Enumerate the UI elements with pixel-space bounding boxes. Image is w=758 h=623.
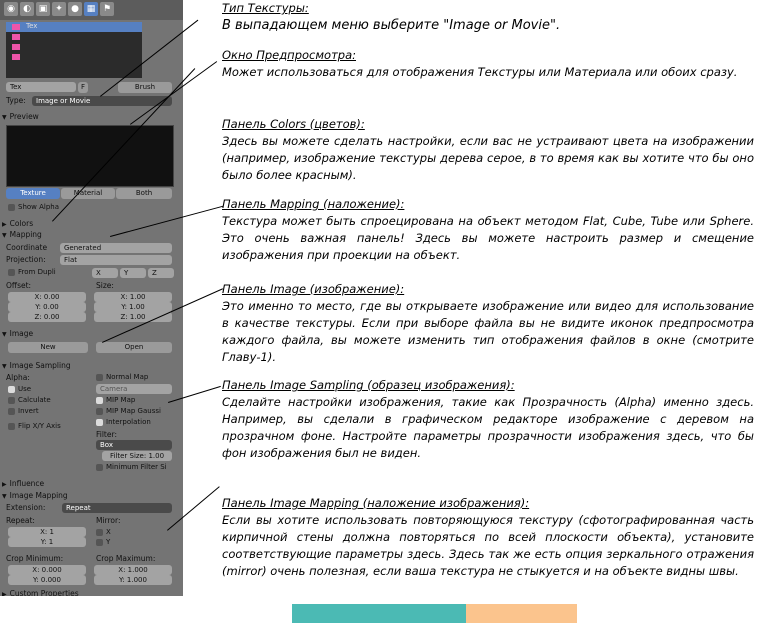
colors-section[interactable]: ▶ Colors — [2, 218, 179, 229]
texture-slot[interactable] — [6, 42, 142, 52]
offset-x-field[interactable]: X: 0.00 — [8, 292, 86, 302]
note-title: Панель Image (изображение): — [222, 282, 405, 296]
flip-axis-checkbox[interactable]: Flip X/Y Axis — [8, 422, 61, 431]
type-label: Type: — [6, 96, 26, 105]
note-title: Панель Image Sampling (образец изображения): — [222, 378, 515, 392]
mip-map-checkbox[interactable]: MIP Map — [96, 396, 135, 405]
note-body: Если вы хотите использовать повторяющуюся текстуру (сфотографированная часть кирпичной стены должна повторяться по всей плоскости объекта), установите соответствующие параметры здесь. Здесь так же есть опция зеркального отражения (mirror) очень полезная, если ваша текстура не стыкуется и на объекте видны швы. — [222, 513, 754, 578]
crop-max-x-field[interactable]: X: 1.000 — [94, 565, 172, 575]
influence-section[interactable]: ▶ Influence — [2, 478, 179, 489]
repeat-label: Repeat: — [6, 516, 35, 525]
texture-swatch-icon — [12, 54, 20, 60]
normal-map-checkbox[interactable]: Normal Map — [96, 373, 148, 382]
min-filter-checkbox[interactable]: Minimum Filter Si — [96, 463, 167, 472]
note-mapping — [222, 196, 754, 264]
image-mapping-section[interactable]: ▼ Image Mapping — [2, 490, 179, 501]
texture-slot[interactable]: Tex — [6, 22, 142, 32]
filter-dropdown[interactable]: Box — [96, 440, 172, 450]
note-texture-type — [222, 0, 754, 34]
scene-icon[interactable]: ◐ — [20, 2, 34, 16]
crop-min-y-field[interactable]: Y: 0.000 — [8, 575, 86, 585]
mirror-y-checkbox[interactable]: Y — [96, 538, 110, 547]
offset-label: Offset: — [6, 281, 32, 290]
note-title: Тип Текстуры: — [222, 1, 309, 15]
note-body: Текстура может быть спроецирована на объект методом Flat, Cube, Tube или Sphere. Это очень важная панель! Здесь вы можете настроить размер и смещение изображения при проекции на объект. — [222, 214, 754, 262]
note-preview — [222, 47, 754, 81]
material-icon[interactable]: ● — [68, 2, 82, 16]
texture-swatch-icon — [12, 44, 20, 50]
invert-alpha-checkbox[interactable]: Invert — [8, 407, 39, 416]
brush-button[interactable]: Brush — [118, 82, 172, 93]
repeat-x-field[interactable]: X: 1 — [8, 527, 86, 537]
axis-z-dropdown[interactable]: Z — [148, 268, 174, 278]
physics-icon[interactable]: ⚑ — [100, 2, 114, 16]
texture-swatch-icon — [12, 34, 20, 40]
texture-slot[interactable] — [6, 32, 142, 42]
render-icon[interactable]: ◉ — [4, 2, 18, 16]
axis-y-dropdown[interactable]: Y — [120, 268, 146, 278]
alpha-label: Alpha: — [6, 373, 30, 382]
note-body: В выпадающем меню выберите "Image or Movie". — [222, 18, 561, 33]
show-alpha-checkbox[interactable]: Show Alpha — [8, 203, 59, 212]
note-image-sampling — [222, 377, 754, 462]
texture-swatch-icon — [12, 24, 20, 30]
size-x-field[interactable]: X: 1.00 — [94, 292, 172, 302]
note-body: Это именно то место, где вы открываете изображение или видео для использование в качестве текстуры. Если при выборе файла вы не видите иконок предпросмотра каждого файла, вы можете изменить тип отображения файлов в окне (смотрите Главу-1). — [222, 299, 754, 364]
size-z-field[interactable]: Z: 1.00 — [94, 312, 172, 322]
size-label: Size: — [96, 281, 114, 290]
extension-label: Extension: — [6, 503, 46, 512]
projection-label: Projection: — [6, 255, 46, 264]
size-y-field[interactable]: Y: 1.00 — [94, 302, 172, 312]
crop-min-label: Crop Minimum: — [6, 554, 64, 563]
crop-max-label: Crop Maximum: — [96, 554, 156, 563]
crop-min-x-field[interactable]: X: 0.000 — [8, 565, 86, 575]
interpolation-checkbox[interactable]: Interpolation — [96, 418, 151, 427]
note-title: Панель Mapping (наложение): — [222, 197, 405, 211]
blender-texture-panel — [0, 0, 183, 596]
axis-x-dropdown[interactable]: X — [92, 268, 118, 278]
tab-both[interactable]: Both — [116, 188, 172, 199]
projection-dropdown[interactable]: Flat — [60, 255, 172, 265]
coordinate-label: Coordinate — [6, 243, 48, 252]
note-title: Панель Image Mapping (наложение изображения): — [222, 496, 530, 510]
preview-window — [6, 125, 174, 187]
footer-bar-teal — [292, 604, 466, 623]
offset-y-field[interactable]: Y: 0.00 — [8, 302, 86, 312]
camera-dropdown[interactable]: Camera — [96, 384, 172, 394]
image-sampling-section[interactable]: ▼ Image Sampling — [2, 360, 179, 371]
note-body: Сделайте настройки изображения, такие как Прозрачность (Alpha) именно здесь. Например, вы сделали в графическом редакторе изображение с деревом на прозрачном фоне. Настройте параметры прозрачности изображения здесь, что бы фон изображения был не виден. — [222, 395, 754, 460]
coordinate-dropdown[interactable]: Generated — [60, 243, 172, 253]
image-section[interactable]: ▼ Image — [2, 328, 179, 339]
preview-section[interactable]: ▼ Preview — [2, 111, 179, 122]
new-image-button[interactable]: New — [8, 342, 88, 353]
note-title: Панель Colors (цветов): — [222, 117, 365, 131]
note-colors — [222, 116, 754, 184]
mapping-section[interactable]: ▼ Mapping — [2, 229, 179, 240]
from-dupli-checkbox[interactable]: From Dupli — [8, 268, 56, 277]
note-image — [222, 281, 754, 366]
custom-properties-section[interactable]: ▶ Custom Properties — [2, 588, 179, 596]
filter-label: Filter: — [96, 430, 117, 439]
repeat-y-field[interactable]: Y: 1 — [8, 537, 86, 547]
properties-header — [0, 0, 183, 20]
extension-dropdown[interactable]: Repeat — [62, 503, 172, 513]
mip-gauss-checkbox[interactable]: MIP Map Gaussi — [96, 407, 161, 416]
crop-max-y-field[interactable]: Y: 1.000 — [94, 575, 172, 585]
footer-bar-peach — [466, 604, 577, 623]
note-image-mapping — [222, 495, 754, 580]
filter-size-field[interactable]: Filter Size: 1.00 — [102, 451, 172, 461]
note-body: Здесь вы можете сделать настройки, если вас не устраивают цвета на изображении (например, изображение текстуры дерева серое, в то время как вы хотите что бы оно было более красным). — [222, 134, 754, 182]
texture-name-field[interactable]: Tex — [6, 82, 76, 92]
open-image-button[interactable]: Open — [96, 342, 172, 353]
texture-slot[interactable] — [6, 52, 142, 62]
fake-user-button[interactable]: F — [78, 82, 88, 93]
type-dropdown[interactable]: Image or Movie — [32, 96, 172, 106]
note-title: Окно Предпросмотра: — [222, 48, 356, 62]
texture-slot-list[interactable] — [6, 22, 142, 78]
modifier-icon[interactable]: ✦ — [52, 2, 66, 16]
object-icon[interactable]: ▣ — [36, 2, 50, 16]
tab-material[interactable]: Material — [61, 188, 115, 199]
use-alpha-checkbox[interactable]: Use — [8, 385, 31, 394]
calculate-alpha-checkbox[interactable]: Calculate — [8, 396, 51, 405]
texture-icon[interactable]: ▦ — [84, 2, 98, 16]
mirror-label: Mirror: — [96, 516, 121, 525]
tab-texture[interactable]: Texture — [6, 188, 60, 199]
note-body: Может использоваться для отображения Текстуры или Материала или обоих сразу. — [222, 65, 738, 79]
mirror-x-checkbox[interactable]: X — [96, 528, 111, 537]
offset-z-field[interactable]: Z: 0.00 — [8, 312, 86, 322]
